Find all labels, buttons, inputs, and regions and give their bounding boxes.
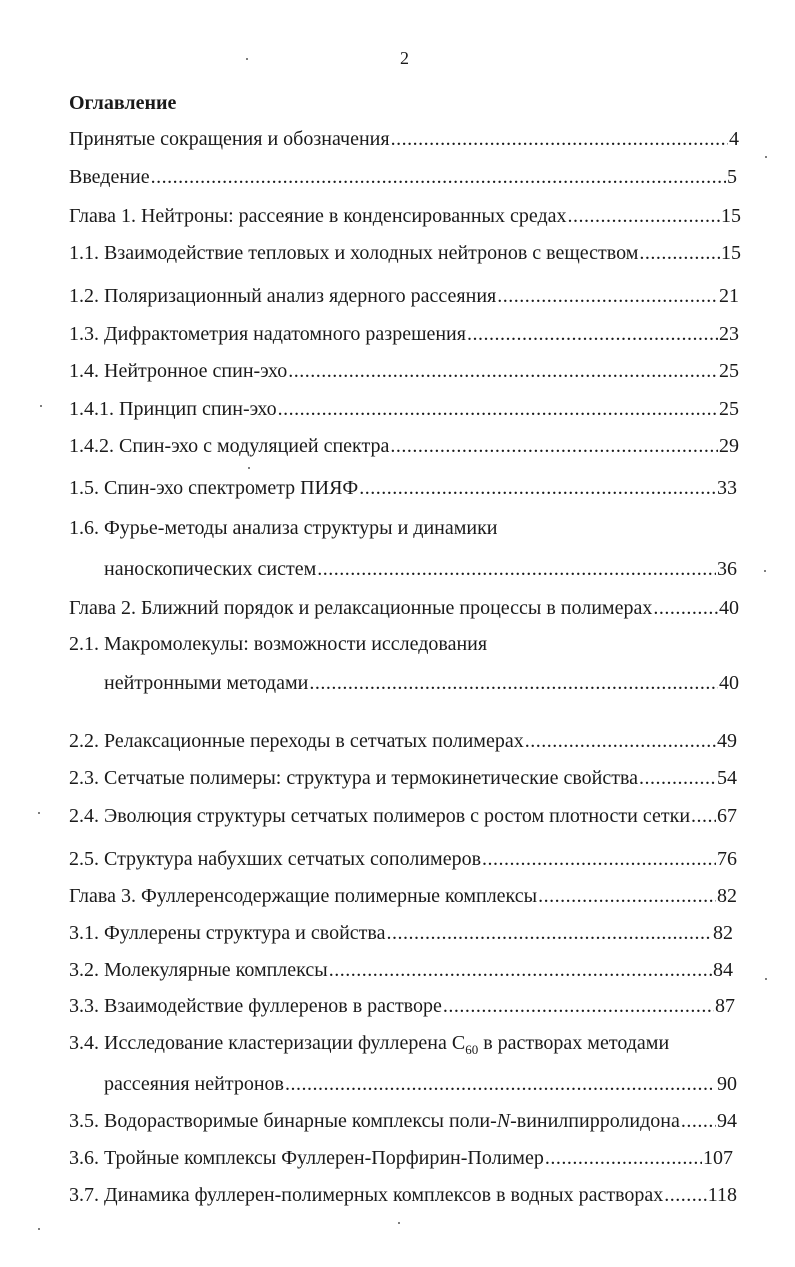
toc-entry-2-1[interactable]: 2.1. Макромолекулы: возможности исследования [69, 633, 488, 655]
toc-entry-3-4[interactable] [69, 1030, 669, 1056]
toc-entry-page: 4 [729, 128, 739, 150]
toc-entry-title: рассеяния нейтронов [104, 1073, 284, 1095]
toc-entry-chapter-3[interactable] [69, 883, 737, 909]
dot-leader [639, 240, 720, 266]
page-number: 2 [400, 48, 409, 68]
dot-leader [285, 1071, 712, 1097]
toc-entry-3-2[interactable] [69, 957, 733, 983]
toc-entry-2-2[interactable] [69, 728, 737, 754]
dot-leader [482, 846, 716, 872]
toc-entry-title-part: 3.5. Водорастворимые бинарные комплексы поли- [69, 1110, 497, 1132]
toc-entry-title: Глава 1. Нейтроны: рассеяние в конденсированных средах [69, 205, 567, 227]
toc-entry-3-7[interactable] [69, 1182, 737, 1208]
dot-leader [359, 475, 716, 501]
scan-speck [765, 978, 767, 980]
toc-entry-1-4[interactable] [69, 358, 739, 384]
toc-entry-2-4[interactable] [69, 803, 737, 829]
dot-leader [525, 728, 716, 754]
toc-entry-title: 2.3. Сетчатые полимеры: структура и термокинетические свойства [69, 767, 639, 789]
toc-entry-page: 23 [719, 323, 739, 345]
toc-heading: Оглавление [69, 92, 177, 114]
toc-entry-2-3[interactable] [69, 765, 737, 791]
dot-leader [151, 164, 726, 190]
toc-entry-chapter-2[interactable] [69, 595, 739, 621]
toc-entry-title: Глава 3. Фуллеренсодержащие полимерные комплексы [69, 885, 538, 907]
toc-entry-title-part: 3.4. Исследование кластеризации фуллерена С [69, 1032, 466, 1054]
toc-entry-title: 3.3. Взаимодействие фуллеренов в растворе [69, 995, 442, 1017]
toc-entry-page: 87 [715, 995, 735, 1017]
toc-entry-title: 2.2. Релаксационные переходы в сетчатых полимерах [69, 730, 524, 752]
toc-entry-title-part: в растворах методами [478, 1032, 670, 1054]
toc-entry-page: 94 [717, 1110, 737, 1132]
toc-entry-page: 49 [717, 730, 737, 752]
toc-entry-1-4-2[interactable] [69, 433, 739, 459]
toc-entry-page: 76 [717, 848, 737, 870]
scan-speck [246, 58, 248, 60]
toc-entry-title: Глава 2. Ближний порядок и релаксационные процессы в полимерах [69, 597, 653, 619]
toc-entry-1-6-continuation[interactable] [104, 556, 737, 582]
dot-leader [664, 1182, 706, 1208]
dot-leader [278, 396, 718, 422]
toc-entry-title: 1.2. Поляризационный анализ ядерного рассеяния [69, 285, 497, 307]
italic-n: N [496, 1110, 511, 1132]
toc-entry-intro[interactable] [69, 164, 737, 190]
dot-leader [390, 433, 718, 459]
scan-speck [398, 1222, 400, 1224]
toc-entry-1-3[interactable] [69, 321, 739, 347]
toc-entry-page: 25 [719, 360, 739, 382]
toc-entry-page: 40 [719, 597, 739, 619]
toc-entry-page: 21 [719, 285, 739, 307]
toc-entry-title: Принятые сокращения и обозначения [69, 128, 390, 150]
dot-leader [467, 321, 718, 347]
dot-leader [568, 203, 720, 229]
toc-entry-title [69, 1108, 680, 1134]
toc-entry-title: 2.5. Структура набухших сетчатых сополимеров [69, 848, 482, 870]
dot-leader [317, 556, 716, 582]
toc-entry-1-4-1[interactable] [69, 396, 739, 422]
dot-leader [309, 670, 718, 696]
toc-entry-3-5[interactable] [69, 1108, 737, 1134]
toc-entry-3-4-continuation[interactable] [104, 1071, 737, 1097]
toc-entry-title: 3.2. Молекулярные комплексы [69, 959, 328, 981]
toc-entry-page: 118 [707, 1184, 737, 1206]
scan-speck [40, 405, 42, 407]
toc-entry-page: 107 [703, 1147, 733, 1169]
toc-entry-title-part: -винилпирролидона [510, 1110, 680, 1132]
toc-entry-1-6[interactable]: 1.6. Фурье-методы анализа структуры и динамики [69, 517, 498, 539]
scan-speck [764, 570, 766, 572]
toc-entry-page: 40 [719, 672, 739, 694]
dot-leader [443, 993, 714, 1019]
toc-entry-abbreviations[interactable] [69, 126, 739, 152]
toc-entry-page: 84 [713, 959, 733, 981]
toc-entry-title: 3.6. Тройные комплексы Фуллерен-Порфирин-Полимер [69, 1147, 544, 1169]
toc-entry-2-1-continuation[interactable] [104, 670, 739, 696]
toc-entry-chapter-1[interactable] [69, 203, 741, 229]
dot-leader [386, 920, 712, 946]
toc-entry-title: наноскопических систем [104, 558, 317, 580]
scan-speck [248, 467, 250, 469]
toc-entry-page: 54 [717, 767, 737, 789]
scan-speck [38, 812, 40, 814]
subscript-60: 60 [465, 1042, 479, 1057]
toc-entry-page: 36 [717, 558, 737, 580]
toc-entry-page: 25 [719, 398, 739, 420]
toc-entry-page: 5 [727, 166, 737, 188]
scan-speck [38, 1228, 40, 1230]
toc-entry-3-6[interactable] [69, 1145, 733, 1171]
toc-entry-title: 1.3. Дифрактометрия надатомного разрешения [69, 323, 466, 345]
dot-leader [391, 126, 728, 152]
toc-entry-1-2[interactable] [69, 283, 739, 309]
toc-entry-title: нейтронными методами [104, 672, 309, 694]
dot-leader [538, 883, 716, 909]
toc-entry-page: 82 [713, 922, 733, 944]
toc-entry-3-3[interactable] [69, 993, 735, 1019]
dot-leader [545, 1145, 702, 1171]
toc-entry-title: 1.4.1. Принцип спин-эхо [69, 398, 277, 420]
dot-leader [288, 358, 718, 384]
toc-entry-title: 1.5. Спин-эхо спектрометр ПИЯФ [69, 477, 359, 499]
toc-entry-title: Введение [69, 166, 150, 188]
toc-entry-page: 82 [717, 885, 737, 907]
toc-entry-page: 33 [717, 477, 737, 499]
dot-leader [691, 803, 716, 829]
dot-leader [497, 283, 718, 309]
toc-entry-2-5[interactable] [69, 846, 737, 872]
toc-entry-1-5[interactable] [69, 475, 737, 501]
toc-entry-title: 1.1. Взаимодействие тепловых и холодных нейтронов с веществом [69, 242, 639, 264]
toc-entry-title: 3.1. Фуллерены структура и свойства [69, 922, 386, 944]
toc-entry-page: 90 [717, 1073, 737, 1095]
toc-entry-page: 15 [721, 242, 741, 264]
dot-leader [681, 1108, 716, 1134]
toc-entry-1-1[interactable] [69, 240, 741, 266]
toc-entry-title: 3.7. Динамика фуллерен-полимерных комплексов в водных растворах [69, 1184, 664, 1206]
dot-leader [653, 595, 718, 621]
toc-entry-title: 1.4. Нейтронное спин-эхо [69, 360, 288, 382]
dot-leader [329, 957, 712, 983]
toc-entry-title: 1.4.2. Спин-эхо с модуляцией спектра [69, 435, 390, 457]
toc-entry-page: 67 [717, 805, 737, 827]
scan-speck [765, 156, 767, 158]
dot-leader [639, 765, 716, 791]
toc-entry-3-1[interactable] [69, 920, 733, 946]
toc-entry-page: 15 [721, 205, 741, 227]
toc-entry-title: 2.4. Эволюция структуры сетчатых полимеров с ростом плотности сетки [69, 805, 691, 827]
toc-entry-page: 29 [719, 435, 739, 457]
